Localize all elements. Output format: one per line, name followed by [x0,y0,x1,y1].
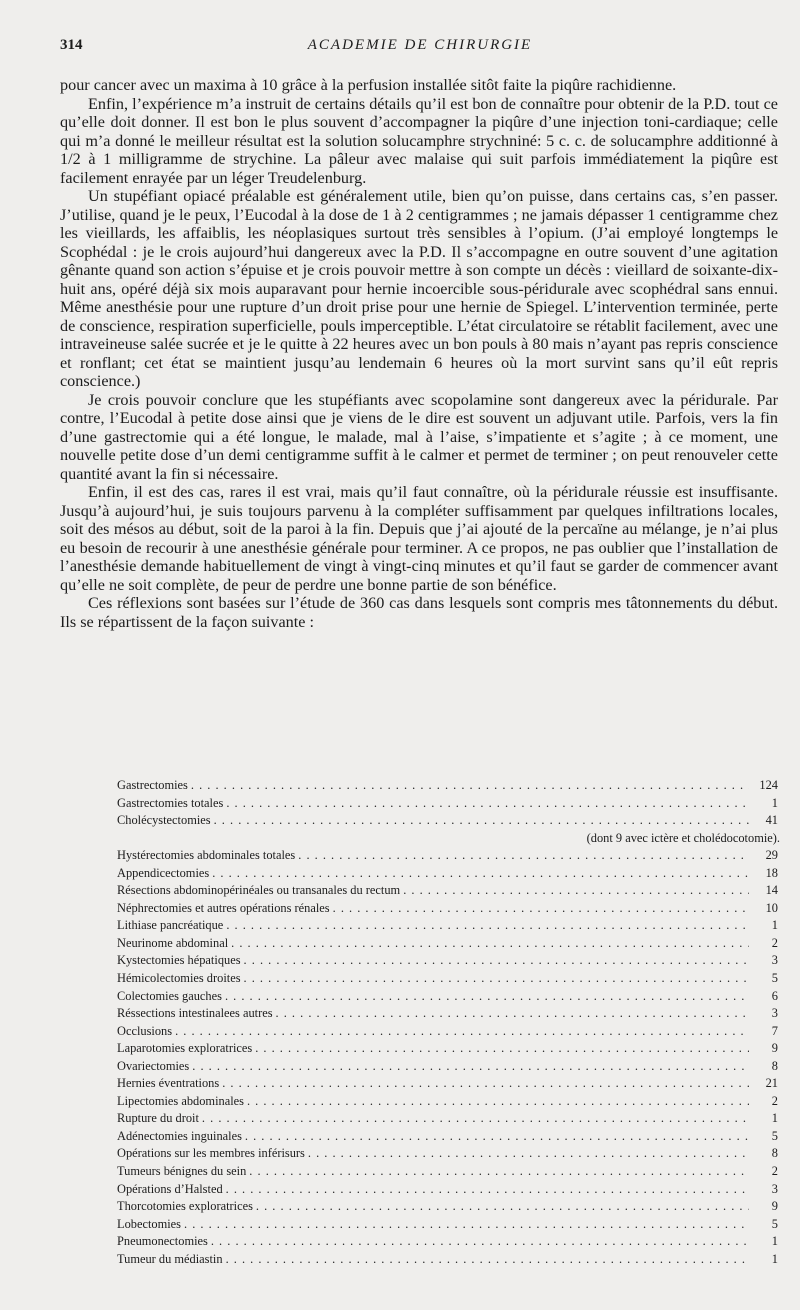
stats-label: Appendicectomies [117,865,210,880]
stats-count: 1 [771,918,778,933]
paragraph: Enfin, l’expérience m’a instruit de certains détails qu’il est bon de connaître pour obtenir de la P.D. tout ce qu’elle doit donner. Il est bon le plus souvent d’accompagner la piqûre d’une injection toni-cardiaque; celle qui m’a donné le meilleur résultat est la solution solucamphre strychniné: 5 c. c. de solucamphre additionné à 1/2 à 1 milligramme de strychine. La pâleur avec malaise qui suit parfois immédiatement la piqûre est facilement enrayée par un léger Treudelenburg. [60,94,778,187]
stats-row [117,1233,780,1251]
stats-label: Lithiase pancréatique [117,918,224,933]
dot-leader [225,988,749,1006]
stats-label: Kystectomies hépatiques [117,953,241,968]
stats-row [117,1181,780,1199]
stats-label: Occlusions [117,1023,173,1038]
dot-leader [247,1093,749,1111]
stats-label: Lobectomies [117,1216,181,1231]
dot-leader [226,795,749,813]
stats-row [117,1110,780,1128]
dot-leader [211,1233,749,1251]
dot-leader [192,1058,749,1076]
stats-row [117,1005,780,1023]
stats-row [117,1023,780,1041]
stats-label: Néphrectomies et autres opérations rénales [117,900,330,915]
stats-row [117,795,780,813]
dot-leader [231,935,749,953]
case-statistics-list [117,777,780,1268]
stats-count: 5 [771,1128,778,1143]
stats-count: 14 [765,883,778,898]
dot-leader [214,812,749,830]
stats-label: Opérations sur les membres inférisurs [117,1146,305,1161]
stats-count: 2 [771,1093,778,1108]
dot-leader [175,1023,749,1041]
stats-row [117,865,780,883]
dot-leader [244,970,749,988]
paragraph: pour cancer avec un maxima à 10 grâce à la perfusion installée sitôt faite la piqûre rachidienne. [60,76,677,94]
stats-count: 1 [771,795,778,810]
stats-label: Adénectomies inguinales [117,1128,242,1143]
stats-label: Opérations d’Halsted [117,1181,223,1196]
stats-label: Laparotomies exploratrices [117,1041,253,1056]
dot-leader [191,777,749,795]
body-text [60,76,778,631]
stats-label: Tumeurs bénignes du sein [117,1164,247,1179]
stats-row [117,1058,780,1076]
stats-row [117,952,780,970]
stats-count: 41 [765,813,778,828]
dot-leader [226,1181,749,1199]
stats-label: Hernies éventrations [117,1076,220,1091]
paragraph: Un stupéfiant opiacé préalable est généralement utile, bien qu’on puisse, dans certains cas, s’en passer. J’utilise, quand je le peux, l’Eucodal à la dose de 1 à 2 centigrammes ; ne jamais dépasser 1 centigramme chez les vieillards, les affaiblis, les néoplasiques surtout très sensibles à l’opium. (J’ai employé longtemps le Scophédal : je le crois aujourd’hui dangereux avec la P.D. Il s’accompagne en outre souvent d’une agitation gênante quand son action s’épuise et je crois pouvoir mettre à son compte un décès : vieillard de soixante-dix-huit ans, opéré déjà six mois auparavant pour hernie incoercible sous-péridurale avec scophédral sans ennui. Même anesthésie pour une rupture d’un droit prise pour une hernie de Spiegel. L’intervention terminée, perte de conscience, respiration superficielle, pouls imperceptible. L’état circulatoire se rétablit facilement, avec une intraveineuse salée sucrée et je le quitte à 22 heures avec un bon pouls à 80 mais n’ayant pas repris conscience et ronflant; cet état se maintient jusqu’au lendemain 6 heures où la mort survint sans qu’il eût repris conscience.) [60,187,778,390]
dot-leader [244,952,749,970]
dot-leader [255,1040,749,1058]
stats-row [117,1040,780,1058]
stats-count: 3 [771,953,778,968]
stats-count: 8 [771,1146,778,1161]
stats-row [117,812,780,830]
stats-row [117,900,780,918]
stats-label: Lipectomies abdominales [117,1093,244,1108]
stats-count: 9 [771,1199,778,1214]
stats-count: 5 [771,1216,778,1231]
page-header [60,37,780,59]
stats-label: Gastrectomies [117,778,188,792]
stats-label: Colectomies gauches [117,988,222,1003]
stats-count: 3 [771,1181,778,1196]
stats-label: Gastrectomies totales [117,795,224,810]
stats-count: 1 [771,1111,778,1126]
stats-row [117,988,780,1006]
stats-count: 10 [765,900,778,915]
dot-leader [256,1198,749,1216]
dot-leader [276,1005,749,1023]
stats-row [117,1251,780,1269]
stats-count: 21 [765,1076,778,1091]
stats-label: Rupture du droit [117,1111,199,1126]
stats-count: 5 [771,971,778,986]
stats-row [117,777,780,795]
stats-count: 8 [771,1058,778,1073]
running-title: ACADEMIE DE CHIRURGIE [307,37,533,53]
stats-label: Cholécystectomies [117,813,211,828]
paragraph: Ces réflexions sont basées sur l’étude de 360 cas dans lesquels sont compris mes tâtonnements du début. Ils se répartissent de la façon suivante : [60,594,778,631]
stats-count: 2 [771,1164,778,1179]
stats-count: 29 [765,848,778,863]
stats-row [117,1145,780,1163]
stats-count: 124 [759,778,778,792]
dot-leader [226,1251,749,1269]
stats-row [117,1128,780,1146]
stats-count: 9 [771,1041,778,1056]
dot-leader [184,1216,749,1234]
stats-count: 6 [771,988,778,1003]
dot-leader [403,882,749,900]
dot-leader [222,1075,749,1093]
stats-row [117,882,780,900]
dot-leader [226,917,749,935]
stats-row [117,970,780,988]
stats-count: 1 [771,1251,778,1266]
stats-row [117,935,780,953]
stats-count: 3 [771,1006,778,1021]
stats-label: Réssections intestinalees autres [117,1006,273,1021]
dot-leader [245,1128,749,1146]
stats-label: Hémicolectomies droites [117,971,241,986]
stats-count: 1 [771,1234,778,1249]
dot-leader [249,1163,749,1181]
dot-leader [212,865,749,883]
stats-label: Résections abdominopérinéales ou transanales du rectum [117,883,401,898]
dot-leader [202,1110,749,1128]
stats-row [117,1198,780,1216]
page-number: 314 [60,37,83,53]
dot-leader [333,900,749,918]
stats-note: (dont 9 avec ictère et cholédocotomie). [586,830,780,845]
stats-row [117,1216,780,1234]
stats-label: Ovariectomies [117,1058,190,1073]
paragraph: Enfin, il est des cas, rares il est vrai, mais qu’il faut connaître, où la péridurale réussie est insuffisante. Jusqu’à aujourd’hui, je suis toujours parvenu à la compléter suffisamment par quelques infiltrations locales, soit des mésos au début, soit de la paroi à la fin. Depuis que j’ai ajouté de la percaïne au mélange, je n’ai plus eu besoin de recourir à une anesthésie générale pour terminer. A ce propos, ne pas oublier que l’installation de l’anesthésie demande habituellement de vingt à vingt-cinq minutes et qu’il faut se garder de commencer avant qu’elle ne soit complète, de peur de perdre une bonne partie de son bénéfice. [60,483,778,594]
stats-label: Pneumonectomies [117,1234,208,1249]
stats-label: Neurinome abdominal [117,935,229,950]
stats-count: 7 [771,1023,778,1038]
stats-count: 18 [765,865,778,880]
stats-row [117,1163,780,1181]
stats-row [117,917,780,935]
dot-leader [298,847,749,865]
stats-label: Tumeur du médiastin [117,1251,223,1266]
stats-row [117,1075,780,1093]
stats-label: Thorcotomies exploratrices [117,1199,253,1214]
stats-row [117,847,780,865]
stats-row [117,1093,780,1111]
stats-label: Hystérectomies abdominales totales [117,848,296,863]
stats-count: 2 [771,935,778,950]
dot-leader [308,1145,749,1163]
paragraph: Je crois pouvoir conclure que les stupéfiants avec scopolamine sont dangereux avec la péridurale. Par contre, l’Eucodal à petite dose ainsi que je viens de le dire est souvent un adjuvant utile. Parfois, vers la fin d’une gastrectomie qui a été longue, le malade, mal à l’aise, s’impatiente et s’agite ; à ce moment, une nouvelle petite dose d’un demi centigramme suffit à le calmer et permet de terminer ; on peut renouveler cette quantité avant la fin si nécessaire. [60,390,778,483]
